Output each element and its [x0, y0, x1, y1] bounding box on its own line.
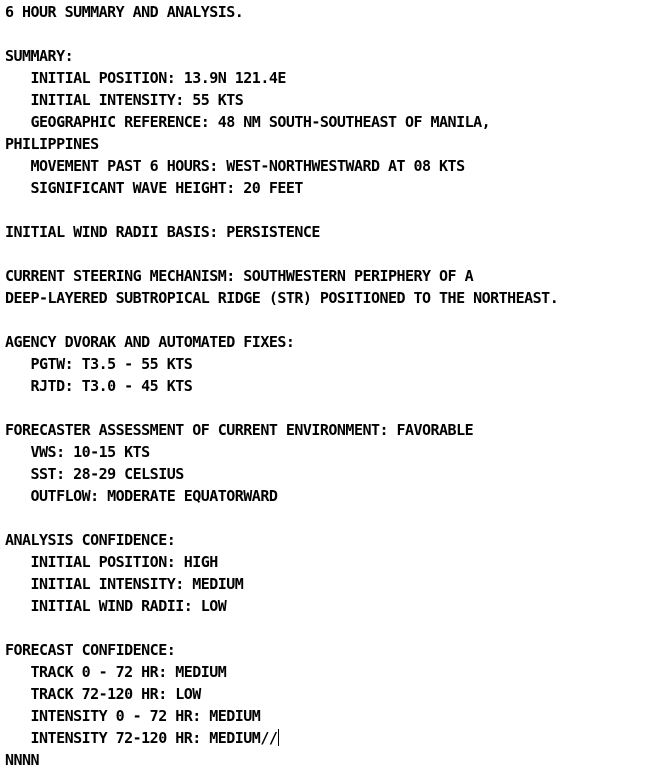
- analysis-position-confidence-line: INITIAL POSITION: HIGH: [5, 553, 218, 571]
- geographic-reference-line: GEOGRAPHIC REFERENCE: 48 NM SOUTH-SOUTHEAST OF MANILA,: [5, 113, 491, 131]
- blank-line: [5, 309, 662, 331]
- dvorak-heading: AGENCY DVORAK AND AUTOMATED FIXES:: [5, 333, 295, 351]
- text-cursor: [278, 729, 279, 746]
- forecast-intensity-72-120-line: INTENSITY 72-120 HR: MEDIUM//: [5, 729, 278, 747]
- forecast-track-0-72-line: TRACK 0 - 72 HR: MEDIUM: [5, 663, 227, 681]
- forecast-confidence-heading: FORECAST CONFIDENCE:: [5, 641, 176, 659]
- forecast-intensity-0-72-line: INTENSITY 0 - 72 HR: MEDIUM: [5, 707, 261, 725]
- blank-line: [5, 397, 662, 419]
- dvorak-pgtw-line: PGTW: T3.5 - 55 KTS: [5, 355, 193, 373]
- dvorak-rjtd-line: RJTD: T3.0 - 45 KTS: [5, 377, 193, 395]
- blank-line: [5, 617, 662, 639]
- environment-outflow-line: OUTFLOW: MODERATE EQUATORWARD: [5, 487, 278, 505]
- geographic-reference-continuation: PHILIPPINES: [5, 135, 99, 153]
- movement-line: MOVEMENT PAST 6 HOURS: WEST-NORTHWESTWARD AT 08 KTS: [5, 157, 465, 175]
- blank-line: [5, 23, 662, 45]
- initial-position-line: INITIAL POSITION: 13.9N 121.4E: [5, 69, 286, 87]
- environment-sst-line: SST: 28-29 CELSIUS: [5, 465, 184, 483]
- blank-line: [5, 243, 662, 265]
- steering-mechanism-line-1: CURRENT STEERING MECHANISM: SOUTHWESTERN PERIPHERY OF A: [5, 267, 474, 285]
- document-title: 6 HOUR SUMMARY AND ANALYSIS.: [5, 3, 244, 21]
- blank-line: [5, 507, 662, 529]
- wave-height-line: SIGNIFICANT WAVE HEIGHT: 20 FEET: [5, 179, 303, 197]
- blank-line: [5, 199, 662, 221]
- steering-mechanism-line-2: DEEP-LAYERED SUBTROPICAL RIDGE (STR) POSITIONED TO THE NORTHEAST.: [5, 289, 559, 307]
- wind-radii-basis-line: INITIAL WIND RADII BASIS: PERSISTENCE: [5, 223, 320, 241]
- analysis-intensity-confidence-line: INITIAL INTENSITY: MEDIUM: [5, 575, 244, 593]
- summary-heading: SUMMARY:: [5, 47, 74, 65]
- forecast-intensity-72-120-row: [5, 727, 662, 749]
- analysis-wind-radii-confidence-line: INITIAL WIND RADII: LOW: [5, 597, 227, 615]
- end-marker: NNNN: [5, 751, 40, 769]
- forecast-track-72-120-line: TRACK 72-120 HR: LOW: [5, 685, 201, 703]
- environment-vws-line: VWS: 10-15 KTS: [5, 443, 150, 461]
- environment-heading: FORECASTER ASSESSMENT OF CURRENT ENVIRONMENT: FAVORABLE: [5, 421, 474, 439]
- initial-intensity-line: INITIAL INTENSITY: 55 KTS: [5, 91, 244, 109]
- analysis-confidence-heading: ANALYSIS CONFIDENCE:: [5, 531, 176, 549]
